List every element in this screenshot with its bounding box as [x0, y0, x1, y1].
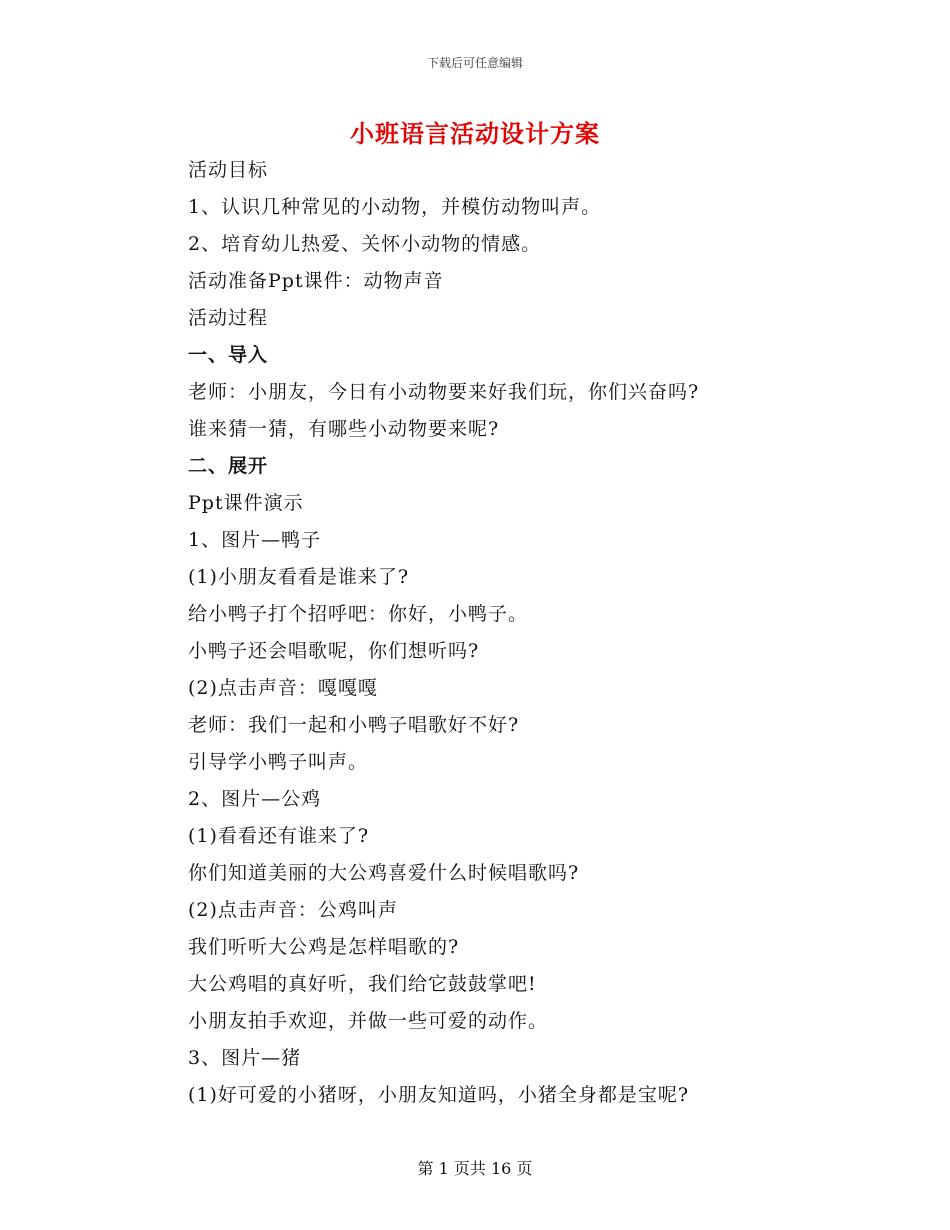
- paragraph-line: 2、图片—公鸡: [188, 788, 322, 810]
- paragraph-line: 小鸭子还会唱歌呢，你们想听吗?: [188, 640, 480, 662]
- paragraph-line: 2、培育幼儿热爱、关怀小动物的情感。: [188, 233, 542, 255]
- paragraph-line: 一、导入: [188, 344, 269, 366]
- document-title: 小班语言活动设计方案: [350, 119, 600, 148]
- paragraph-line: 活动准备Ppt课件：动物声音: [188, 270, 444, 292]
- paragraph-line: 1、图片—鸭子: [188, 529, 322, 551]
- paragraph-line: 大公鸡唱的真好听，我们给它鼓鼓掌吧!: [188, 973, 537, 995]
- paragraph-line: 引导学小鸭子叫声。: [188, 751, 369, 773]
- paragraph-line: (1)好可爱的小猪呀，小朋友知道吗，小猪全身都是宝呢?: [188, 1084, 690, 1106]
- paragraph-line: 3、图片—猪: [188, 1047, 302, 1069]
- paragraph-line: 给小鸭子打个招呼吧：你好，小鸭子。: [188, 603, 529, 625]
- paragraph-line: 老师：小朋友，今日有小动物要来好我们玩，你们兴奋吗?: [188, 381, 700, 403]
- paragraph-line: (2)点击声音：嘎嘎嘎: [188, 677, 378, 699]
- paragraph-line: 你们知道美丽的大公鸡喜爱什么时候唱歌吗?: [188, 862, 580, 884]
- paragraph-line: 活动过程: [188, 307, 269, 329]
- paragraph-line: 1、认识几种常见的小动物，并模仿动物叫声。: [188, 196, 602, 218]
- paragraph-line: 谁来猜一猜，有哪些小动物要来呢?: [188, 418, 500, 440]
- paragraph-line: 我们听听大公鸡是怎样唱歌的?: [188, 936, 460, 958]
- paragraph-line: (1)看看还有谁来了?: [188, 825, 370, 847]
- paragraph-line: 二、展开: [188, 455, 269, 477]
- page-footer: 第 1 页共 16 页: [417, 1159, 533, 1178]
- paragraph-line: Ppt课件演示: [188, 492, 304, 514]
- paragraph-line: 小朋友拍手欢迎，并做一些可爱的动作。: [188, 1010, 549, 1032]
- page-header: 下载后可任意编辑: [426, 56, 523, 70]
- paragraph-line: (1)小朋友看看是谁来了?: [188, 566, 410, 588]
- paragraph-line: 老师：我们一起和小鸭子唱歌好不好?: [188, 714, 520, 736]
- paragraph-line: (2)点击声音：公鸡叫声: [188, 899, 398, 921]
- paragraph-line: 活动目标: [188, 159, 269, 181]
- document-body: [188, 152, 888, 1114]
